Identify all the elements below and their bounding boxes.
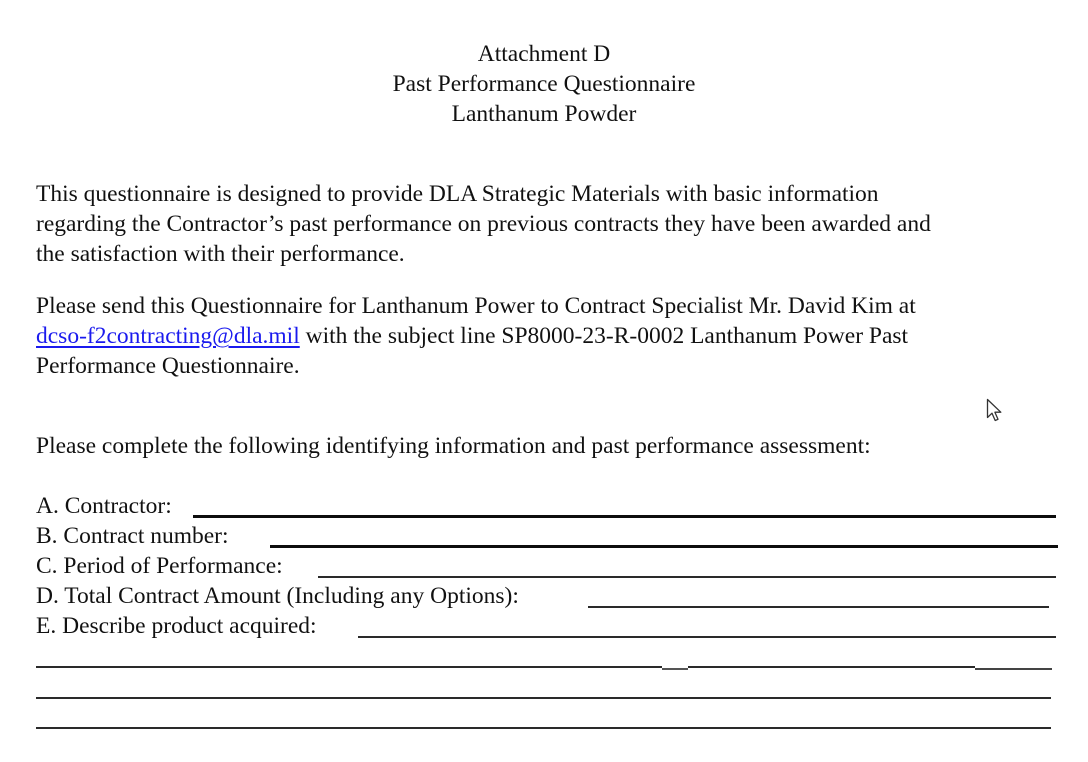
rule-segment xyxy=(662,668,688,670)
document-title: Past Performance Questionnaire xyxy=(392,71,696,97)
intro-line: regarding the Contractor’s past performance on previous contracts they have been awarded and xyxy=(36,211,931,237)
contractor-input-line[interactable] xyxy=(193,515,1056,518)
rule-segment xyxy=(36,666,662,668)
period-input-line[interactable] xyxy=(318,576,1056,578)
field-label-product-acquired: E. Describe product acquired: xyxy=(36,613,317,639)
field-label-contractor: A. Contractor: xyxy=(36,493,172,519)
product-input-line[interactable] xyxy=(358,636,1056,638)
instructions-line xyxy=(36,321,1076,351)
attachment-label: Attachment D xyxy=(477,41,611,67)
instructions-paragraph xyxy=(36,291,1076,381)
field-label-period-of-performance: C. Period of Performance: xyxy=(36,553,283,579)
subject-line-text: with the subject line SP8000-23-R-0002 Lanthanum Power Past xyxy=(299,323,909,349)
instructions-line: Please send this Questionnaire for Lanthanum Power to Contract Specialist Mr. David Kim at xyxy=(36,293,916,319)
intro-paragraph xyxy=(36,179,1076,269)
product-description-line-2[interactable] xyxy=(36,697,1051,699)
rule-segment xyxy=(975,668,1052,670)
form-prompt: Please complete the following identifying information and past performance assessment: xyxy=(36,433,871,459)
email-link[interactable]: dcso-f2contracting@dla.mil xyxy=(36,323,300,349)
intro-line: This questionnaire is designed to provide DLA Strategic Materials with basic information xyxy=(36,181,879,207)
rule-segment xyxy=(688,666,975,668)
total-amount-input-line[interactable] xyxy=(588,606,1049,608)
product-description-line-3[interactable] xyxy=(36,727,1051,729)
field-label-contract-number: B. Contract number: xyxy=(36,523,229,549)
instructions-line: Performance Questionnaire. xyxy=(36,353,300,379)
contract-number-input-line[interactable] xyxy=(270,545,1058,548)
document-subtitle: Lanthanum Powder xyxy=(451,101,637,127)
mouse-pointer-icon xyxy=(986,398,1006,424)
field-label-total-contract-amount: D. Total Contract Amount (Including any Options): xyxy=(36,583,519,609)
intro-line: the satisfaction with their performance. xyxy=(36,241,405,267)
